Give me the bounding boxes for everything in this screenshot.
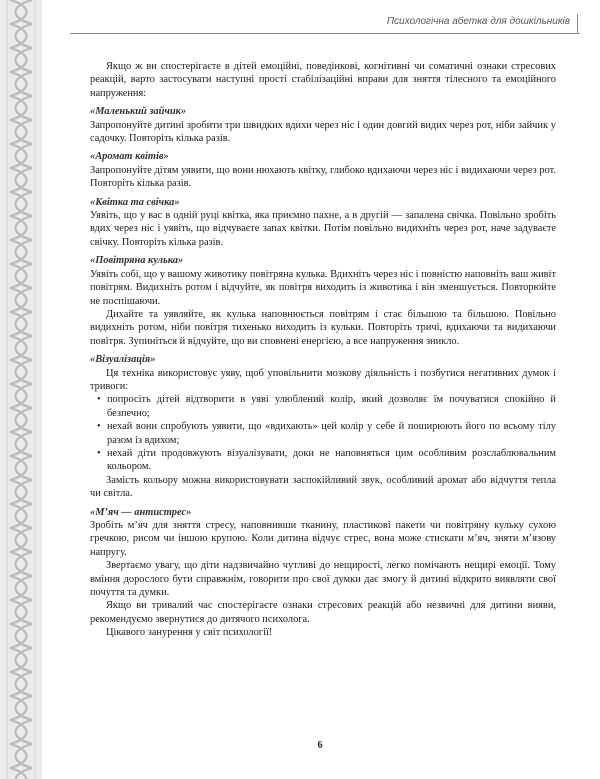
section-title: «Квітка та свічка» <box>90 196 180 208</box>
list-item: • попросіть дітей відтворити в уяві улюблений колір, який дозволяє їм почуватися спокійно й безпечно; <box>107 393 556 420</box>
decorative-border <box>0 0 42 779</box>
section-paragraph: Запропонуйте дітям уявити, що вони нюхають квітку, глибоко вдихаючи через ніс і видихаючи через рот. Повторіть кілька разів. <box>90 164 556 190</box>
section-title: «Повітряна кулька» <box>90 255 184 267</box>
section-paragraph: Якщо ви тривалий час спостерігаєте ознаки стресових реакцій або незвичні для дитини вияви, рекомендуємо звернутися до дитячого психолога. <box>90 600 556 625</box>
braid-ornament <box>0 0 42 779</box>
section-title: «М’яч — антистрес» <box>90 506 192 518</box>
section-paragraph: Уявіть собі, що у вашому животику повітряна кулька. Вдихніть через ніс і повністю наповніть ваш живіт повітрям. Видихніть ротом і відчуйте, як повітря виходить із животика і він зменшується. Повторюйте не поспішаючи. <box>90 268 556 307</box>
section-paragraph: Звертаємо увагу, що діти надзвичайно чутливі до нещирості, легко помічають нещирі емоції. Тому вміння дорослого бути справжнім, говорити про свої думки дає змогу й дитині відкрито виявляти свої почуття та думки. <box>90 560 556 599</box>
header-tick <box>577 14 578 33</box>
visualization-list <box>90 393 556 473</box>
section-title: «Аромат квітів» <box>90 151 169 163</box>
list-item: • нехай вони спробують уявити, що «вдихають» цей колір у себе й поширюють його по всьому тілу разом із вдихом; <box>107 420 556 447</box>
page-body <box>90 60 556 640</box>
list-item: • нехай діти продовжують візуалізувати, доки не наповняться цим особливим розслаблювальним кольором. <box>107 447 556 474</box>
section-paragraph: Зробіть м’яч для зняття стресу, наповнивши тканину, пластикові пакети чи повітряну кульку сухою гречкою, рисом чи іншою крупою. Коли дитина відчує стрес, вона може стискати м’яч, зняти м’язову напругу. <box>90 520 556 558</box>
header-rule <box>70 33 580 34</box>
intro-paragraph: Якщо ж ви спостерігаєте в дітей емоційні, поведінкові, когнітивні чи соматичні ознаки стресових реакцій, варто застосувати наступні прості стабілізаційні вправи для зняття тілесного та емоційного напруження: <box>90 61 556 99</box>
section-paragraph: Уявіть, що у вас в одній руці квітка, яка приємно пахне, а в другій — запалена свічка. Повільно зробіть вдих через ніс і уявіть, що відчуваєте запах квітки. Потім повільно видихніть через рот, наче задуваєте свічку. Повторіть кілька разів. <box>90 210 556 248</box>
running-title: Психологічна абетка для дошкільників <box>386 16 570 27</box>
visualization-outro: Замість кольору можна використовувати заспокійливий звук, особливий аромат або відчуття тепла чи світла. <box>90 474 556 500</box>
section-paragraph: Запропонуйте дитині зробити три швидких вдихи через ніс і один довгий видих через рот, ніби зайчик у садочку. Повторіть кілька разів. <box>90 119 556 145</box>
section-title: «Маленький зайчик» <box>90 106 187 118</box>
section-paragraph: Дихайте та уявляйте, як кулька наповнюється повітрям і стає більшою та більшою. Повільно видихніть ротом, ніби повітря тихенько виходить із кульки. Повторіть тричі, вдихаючи та видихаючи повітря. Зупиніться й відчуйте, що ви сповнені енергією, а все напруження зникло. <box>90 308 556 347</box>
page-number <box>0 740 600 751</box>
closing-line: Цікавого занурення у світ психології! <box>106 627 273 639</box>
page-number-value: 6 <box>317 740 323 751</box>
visualization-intro: Ця техніка використовує уяву, щоб уповільнити мозкову діяльність і позбутися негативних думок і тривоги: <box>90 367 556 392</box>
section-title: «Візуалізація» <box>90 354 156 366</box>
